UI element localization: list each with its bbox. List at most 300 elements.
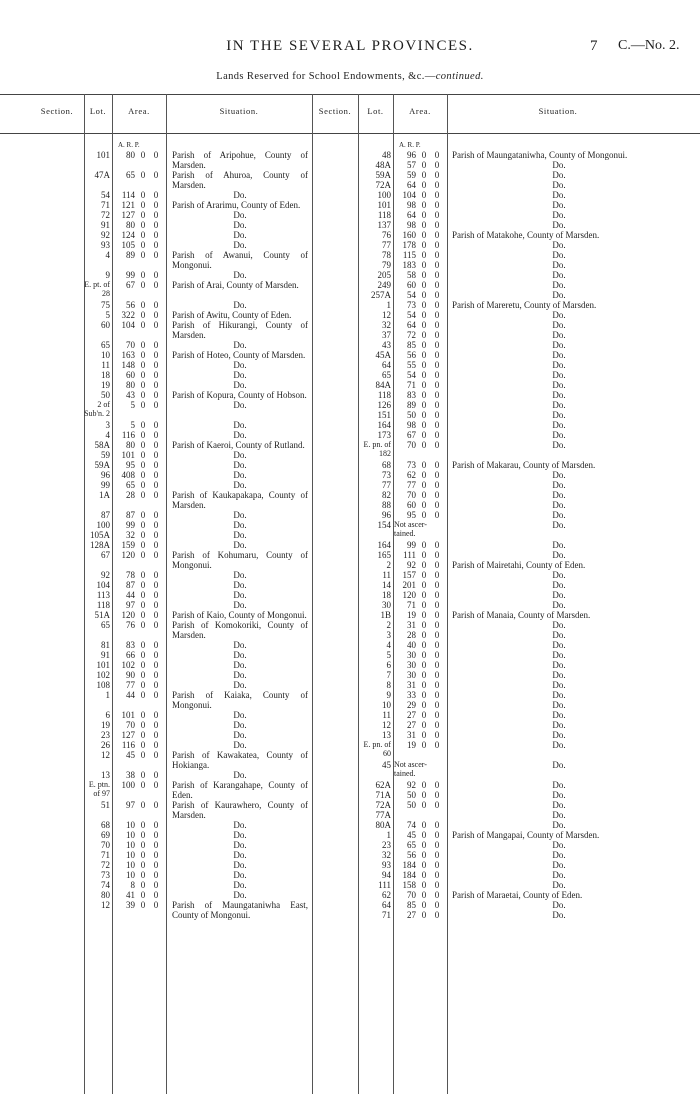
area-roods: 0 — [140, 580, 146, 590]
area-roods: 0 — [421, 470, 427, 480]
area-perches: 0 — [153, 730, 159, 740]
area-roods: 0 — [421, 510, 427, 520]
lot-cell: 104 — [96, 580, 110, 590]
area-acres: 78 — [126, 570, 135, 580]
area-acres: 64 — [407, 210, 416, 220]
area-acres: 10 — [126, 850, 135, 860]
area-roods: 0 — [421, 380, 427, 390]
table-row — [0, 420, 700, 430]
situation-cell: Do. — [552, 200, 566, 210]
table-row — [0, 880, 700, 890]
situation-cell: Do. — [233, 640, 247, 650]
area-roods: 0 — [140, 400, 146, 410]
area-acres: 98 — [407, 220, 416, 230]
area-acres: 120 — [121, 610, 135, 620]
area-perches: 0 — [434, 440, 440, 450]
lot-cell: 101 — [96, 660, 110, 670]
table-row — [0, 820, 700, 830]
area-acres: 64 — [407, 180, 416, 190]
table-row — [0, 760, 700, 780]
situation-cell: Do. — [552, 170, 566, 180]
col-head-lot: Lot. — [367, 106, 384, 116]
situation-cell: Do. — [552, 740, 566, 750]
area-roods: 0 — [140, 680, 146, 690]
situation-cell: Do. — [552, 840, 566, 850]
area-acres: 60 — [407, 280, 416, 290]
area-perches: 0 — [153, 900, 159, 910]
lot-cell: 64 — [382, 900, 391, 910]
area-acres: 38 — [126, 770, 135, 780]
subtitle-main: Lands Reserved for School Endowments, &c.— — [216, 71, 436, 82]
area-perches: 0 — [434, 690, 440, 700]
area-roods: 0 — [421, 300, 427, 310]
lot-cell: 65 — [382, 370, 391, 380]
area-perches: 0 — [434, 220, 440, 230]
lot-cell: 249 — [377, 280, 391, 290]
lot-cell: 93 — [101, 240, 110, 250]
lot-cell: 77A — [375, 810, 391, 820]
area-roods: 0 — [421, 550, 427, 560]
area-roods: 0 — [140, 640, 146, 650]
area-acres: 28 — [407, 630, 416, 640]
area-acres: 89 — [407, 400, 416, 410]
area-roods: 0 — [421, 180, 427, 190]
area-acres: 77 — [126, 680, 135, 690]
situation-cell: Parish of Mareretu, County of Marsden. — [452, 300, 597, 310]
area-acres: 160 — [402, 230, 416, 240]
area-acres: 66 — [126, 650, 135, 660]
area-roods: 0 — [140, 750, 146, 760]
area-acres: 31 — [407, 620, 416, 630]
area-roods: 0 — [140, 620, 146, 630]
lot-cell: 19 — [101, 380, 110, 390]
area-acres: 73 — [407, 460, 416, 470]
area-acres: 72 — [407, 330, 416, 340]
table-row — [0, 280, 700, 290]
lot-cell: 72A — [375, 800, 391, 810]
area-acres: 19 — [407, 610, 416, 620]
lot-cell: 54 — [101, 190, 110, 200]
table-row — [0, 680, 700, 690]
situation-cell: Do. — [552, 870, 566, 880]
area-roods: 0 — [140, 380, 146, 390]
table-row — [0, 540, 700, 550]
table-row — [0, 840, 700, 850]
situation-cell: Do. — [233, 210, 247, 220]
area-perches: 0 — [434, 410, 440, 420]
lot-cell: 165 — [377, 550, 391, 560]
lot-cell: 12 — [382, 720, 391, 730]
situation-cell: Do. — [552, 420, 566, 430]
lot-cell: 71 — [382, 910, 391, 920]
lot-cell: 94 — [382, 870, 391, 880]
situation-cell: Do. — [233, 230, 247, 240]
area-perches: 0 — [434, 480, 440, 490]
lot-cell: 69 — [101, 830, 110, 840]
table-row — [0, 250, 700, 260]
area-perches: 0 — [153, 780, 159, 790]
area-perches: 0 — [153, 300, 159, 310]
area-roods: 0 — [140, 510, 146, 520]
lot-cell: 62 — [382, 890, 391, 900]
area-perches: 0 — [153, 520, 159, 530]
area-roods: 0 — [421, 220, 427, 230]
area-roods: 0 — [140, 320, 146, 330]
lot-cell: 84A — [375, 380, 391, 390]
area-roods: 0 — [140, 550, 146, 560]
area-perches: 0 — [434, 300, 440, 310]
situation-cell: Do. — [552, 650, 566, 660]
area-roods: 0 — [140, 780, 146, 790]
table-row — [0, 550, 700, 560]
table-row — [0, 580, 700, 590]
area-acres: 31 — [407, 730, 416, 740]
table-row — [0, 510, 700, 520]
table-subtitle — [0, 71, 700, 82]
area-roods: 0 — [140, 220, 146, 230]
situation-cell: Do. — [233, 840, 247, 850]
area-roods: 0 — [421, 500, 427, 510]
area-roods: 0 — [421, 710, 427, 720]
situation-cell: Do. — [233, 470, 247, 480]
lot-cell: 74 — [101, 880, 110, 890]
table-row — [0, 370, 700, 380]
lot-cell: 91 — [101, 650, 110, 660]
area-roods: 0 — [140, 430, 146, 440]
area-roods: 0 — [421, 700, 427, 710]
table-row — [0, 570, 700, 580]
table-row — [0, 910, 700, 920]
area-acres: 95 — [126, 460, 135, 470]
header-bottom-rule — [0, 133, 700, 134]
situation-cell: Do. — [552, 470, 566, 480]
table-row — [0, 430, 700, 440]
table-row — [0, 700, 700, 710]
lot-cell: 1 — [105, 690, 110, 700]
area-roods: 0 — [421, 880, 427, 890]
area-roods: 0 — [421, 420, 427, 430]
situation-cell: Do. — [552, 730, 566, 740]
area-roods: 0 — [421, 410, 427, 420]
table-row — [0, 890, 700, 900]
area-acres: 70 — [126, 340, 135, 350]
situation-cell: Parish of Matakohe, County of Marsden. — [452, 230, 600, 240]
lot-cell: 3 — [386, 630, 391, 640]
area-note: Not ascer-tained. — [394, 760, 427, 778]
situation-cell: Do. — [552, 660, 566, 670]
area-perches: 0 — [434, 340, 440, 350]
area-roods: 0 — [421, 360, 427, 370]
area-acres: 163 — [121, 350, 135, 360]
area-acres: 43 — [126, 390, 135, 400]
area-perches: 0 — [153, 690, 159, 700]
situation-cell: Do. — [233, 360, 247, 370]
area-acres: 50 — [407, 800, 416, 810]
area-acres: 100 — [121, 780, 135, 790]
situation-cell: Do. — [233, 860, 247, 870]
area-perches: 0 — [434, 840, 440, 850]
lot-cell: 173 — [377, 430, 391, 440]
area-perches: 0 — [153, 670, 159, 680]
area-roods: 0 — [421, 680, 427, 690]
area-perches: 0 — [434, 780, 440, 790]
table-row — [0, 650, 700, 660]
area-perches: 0 — [434, 270, 440, 280]
situation-cell: Do. — [552, 320, 566, 330]
lot-cell: 43 — [382, 340, 391, 350]
area-roods: 0 — [140, 850, 146, 860]
situation-cell: Do. — [552, 430, 566, 440]
area-acres: 408 — [121, 470, 135, 480]
lot-cell: 108 — [96, 680, 110, 690]
area-acres: 45 — [126, 750, 135, 760]
lot-cell: 101 — [377, 200, 391, 210]
area-perches: 0 — [434, 310, 440, 320]
situation-cell: Do. — [233, 460, 247, 470]
area-acres: 57 — [407, 160, 416, 170]
area-perches: 0 — [153, 200, 159, 210]
area-perches: 0 — [434, 470, 440, 480]
area-acres: 89 — [126, 250, 135, 260]
area-roods: 0 — [140, 740, 146, 750]
area-perches: 0 — [153, 710, 159, 720]
area-perches: 0 — [434, 190, 440, 200]
situation-cell: Do. — [552, 810, 566, 820]
situation-cell: Do. — [233, 770, 247, 780]
situation-cell: Do. — [552, 330, 566, 340]
area-acres: 96 — [407, 150, 416, 160]
area-perches: 0 — [434, 870, 440, 880]
area-roods: 0 — [140, 170, 146, 180]
area-perches: 0 — [434, 670, 440, 680]
lot-cell: 26 — [101, 740, 110, 750]
area-roods: 0 — [421, 430, 427, 440]
situation-cell: Do. — [552, 520, 566, 530]
area-roods: 0 — [140, 840, 146, 850]
lot-cell: 96 — [101, 470, 110, 480]
area-acres: 115 — [402, 250, 416, 260]
lot-cell: 32 — [382, 850, 391, 860]
area-roods: 0 — [140, 390, 146, 400]
situation-cell: Parish of Kaiaka, County of Mongonui. — [172, 690, 308, 710]
lot-cell: 257A — [371, 290, 391, 300]
situation-cell: Parish of Manaia, County of Marsden. — [452, 610, 591, 620]
area-acres: 56 — [407, 350, 416, 360]
situation-cell: Do. — [552, 700, 566, 710]
situation-cell: Do. — [552, 620, 566, 630]
area-acres: 83 — [407, 390, 416, 400]
area-acres: 127 — [121, 730, 135, 740]
area-roods: 0 — [140, 720, 146, 730]
area-perches: 0 — [434, 720, 440, 730]
situation-cell: Do. — [233, 240, 247, 250]
area-acres: 30 — [407, 670, 416, 680]
area-acres: 60 — [407, 500, 416, 510]
area-perches: 0 — [434, 390, 440, 400]
area-perches: 0 — [434, 500, 440, 510]
lot-cell: 81 — [101, 640, 110, 650]
table-row — [0, 270, 700, 280]
area-perches: 0 — [434, 150, 440, 160]
lot-cell: 137 — [377, 220, 391, 230]
situation-cell: Do. — [233, 340, 247, 350]
lot-cell: 19 — [101, 720, 110, 730]
area-roods: 0 — [140, 190, 146, 200]
lot-cell: 96 — [382, 510, 391, 520]
area-acres: 39 — [126, 900, 135, 910]
area-acres: 71 — [407, 600, 416, 610]
table-row — [0, 260, 700, 270]
area-roods: 0 — [140, 200, 146, 210]
lot-cell: 5 — [105, 310, 110, 320]
area-perches: 0 — [434, 430, 440, 440]
area-perches: 0 — [153, 660, 159, 670]
area-acres: 54 — [407, 310, 416, 320]
area-perches: 0 — [153, 270, 159, 280]
area-roods: 0 — [140, 900, 146, 910]
lot-cell: E. pt. of 28 — [84, 280, 110, 298]
area-roods: 0 — [140, 770, 146, 780]
area-perches: 0 — [434, 700, 440, 710]
area-acres: 121 — [121, 200, 135, 210]
area-acres: 5 — [130, 420, 135, 430]
area-acres: 148 — [121, 360, 135, 370]
situation-cell: Do. — [552, 280, 566, 290]
area-acres: 85 — [407, 900, 416, 910]
situation-cell: Do. — [233, 670, 247, 680]
area-perches: 0 — [153, 880, 159, 890]
area-roods: 0 — [421, 210, 427, 220]
situation-cell: Do. — [552, 270, 566, 280]
lot-cell: 126 — [377, 400, 391, 410]
area-perches: 0 — [434, 740, 440, 750]
area-perches: 0 — [434, 580, 440, 590]
lot-cell: 10 — [101, 350, 110, 360]
area-roods: 0 — [140, 350, 146, 360]
table-row — [0, 190, 700, 200]
area-acres: 54 — [407, 290, 416, 300]
lot-cell: 1B — [380, 610, 391, 620]
area-perches: 0 — [434, 180, 440, 190]
lot-cell: 88 — [382, 500, 391, 510]
area-acres: 62 — [407, 470, 416, 480]
area-perches: 0 — [434, 290, 440, 300]
area-perches: 0 — [434, 600, 440, 610]
area-roods: 0 — [421, 620, 427, 630]
table-row — [0, 870, 700, 880]
area-perches: 0 — [434, 170, 440, 180]
header-top-rule — [0, 94, 700, 95]
area-acres: 111 — [403, 550, 416, 560]
lot-cell: 45 — [382, 760, 391, 770]
area-roods: 0 — [140, 250, 146, 260]
situation-cell: Do. — [552, 680, 566, 690]
situation-cell: Do. — [233, 650, 247, 660]
area-perches: 0 — [153, 800, 159, 810]
lot-cell: 164 — [377, 420, 391, 430]
area-perches: 0 — [434, 420, 440, 430]
area-roods: 0 — [421, 370, 427, 380]
situation-cell: Do. — [552, 180, 566, 190]
area-perches: 0 — [153, 450, 159, 460]
area-perches: 0 — [153, 820, 159, 830]
table-row — [0, 200, 700, 210]
situation-cell: Do. — [233, 370, 247, 380]
area-roods: 0 — [421, 800, 427, 810]
area-perches: 0 — [153, 150, 159, 160]
situation-cell: Do. — [552, 290, 566, 300]
lot-cell: 93 — [382, 860, 391, 870]
lot-cell: 77 — [382, 480, 391, 490]
col-head-section: Section. — [318, 106, 352, 116]
area-roods: 0 — [421, 330, 427, 340]
situation-cell: Parish of Kohumaru, County of Mongonui. — [172, 550, 308, 570]
area-roods: 0 — [421, 890, 427, 900]
situation-cell: Do. — [552, 910, 566, 920]
area-roods: 0 — [421, 280, 427, 290]
area-acres: 71 — [407, 380, 416, 390]
lot-cell: 13 — [382, 730, 391, 740]
table-row — [0, 690, 700, 700]
table-row — [0, 360, 700, 370]
area-perches: 0 — [434, 550, 440, 560]
lot-cell: 77 — [382, 240, 391, 250]
lot-cell: 3 — [105, 420, 110, 430]
area-acres: 101 — [121, 710, 135, 720]
situation-cell: Do. — [552, 820, 566, 830]
area-acres: 99 — [126, 270, 135, 280]
area-perches: 0 — [434, 280, 440, 290]
area-perches: 0 — [434, 630, 440, 640]
area-roods: 0 — [421, 740, 427, 750]
area-roods: 0 — [421, 610, 427, 620]
situation-cell: Do. — [552, 390, 566, 400]
area-acres: 40 — [407, 640, 416, 650]
area-acres: 322 — [121, 310, 135, 320]
lot-cell: 6 — [386, 660, 391, 670]
area-roods: 0 — [140, 600, 146, 610]
area-roods: 0 — [421, 150, 427, 160]
lot-cell: 51A — [94, 610, 110, 620]
col-head-section: Section. — [40, 106, 74, 116]
area-acres: 10 — [126, 860, 135, 870]
area-perches: 0 — [153, 770, 159, 780]
table-row — [0, 800, 700, 810]
situation-cell: Do. — [552, 370, 566, 380]
table-row — [0, 860, 700, 870]
lot-cell: 1 — [386, 830, 391, 840]
table-row — [0, 710, 700, 720]
area-perches: 0 — [153, 400, 159, 410]
area-roods: 0 — [421, 670, 427, 680]
area-perches: 0 — [434, 330, 440, 340]
area-perches: 0 — [434, 800, 440, 810]
lot-cell: 59A — [375, 170, 391, 180]
lot-cell: 80A — [375, 820, 391, 830]
area-acres: 50 — [407, 790, 416, 800]
area-perches: 0 — [153, 720, 159, 730]
area-roods: 0 — [421, 260, 427, 270]
area-perches: 0 — [153, 380, 159, 390]
situation-cell: Parish of Komokoriki, County of Marsden. — [172, 620, 308, 640]
lot-cell: 30 — [382, 600, 391, 610]
area-roods: 0 — [140, 530, 146, 540]
area-perches: 0 — [434, 210, 440, 220]
lot-cell: 164 — [377, 540, 391, 550]
area-acres: 44 — [126, 690, 135, 700]
area-roods: 0 — [421, 780, 427, 790]
situation-cell: Do. — [552, 490, 566, 500]
